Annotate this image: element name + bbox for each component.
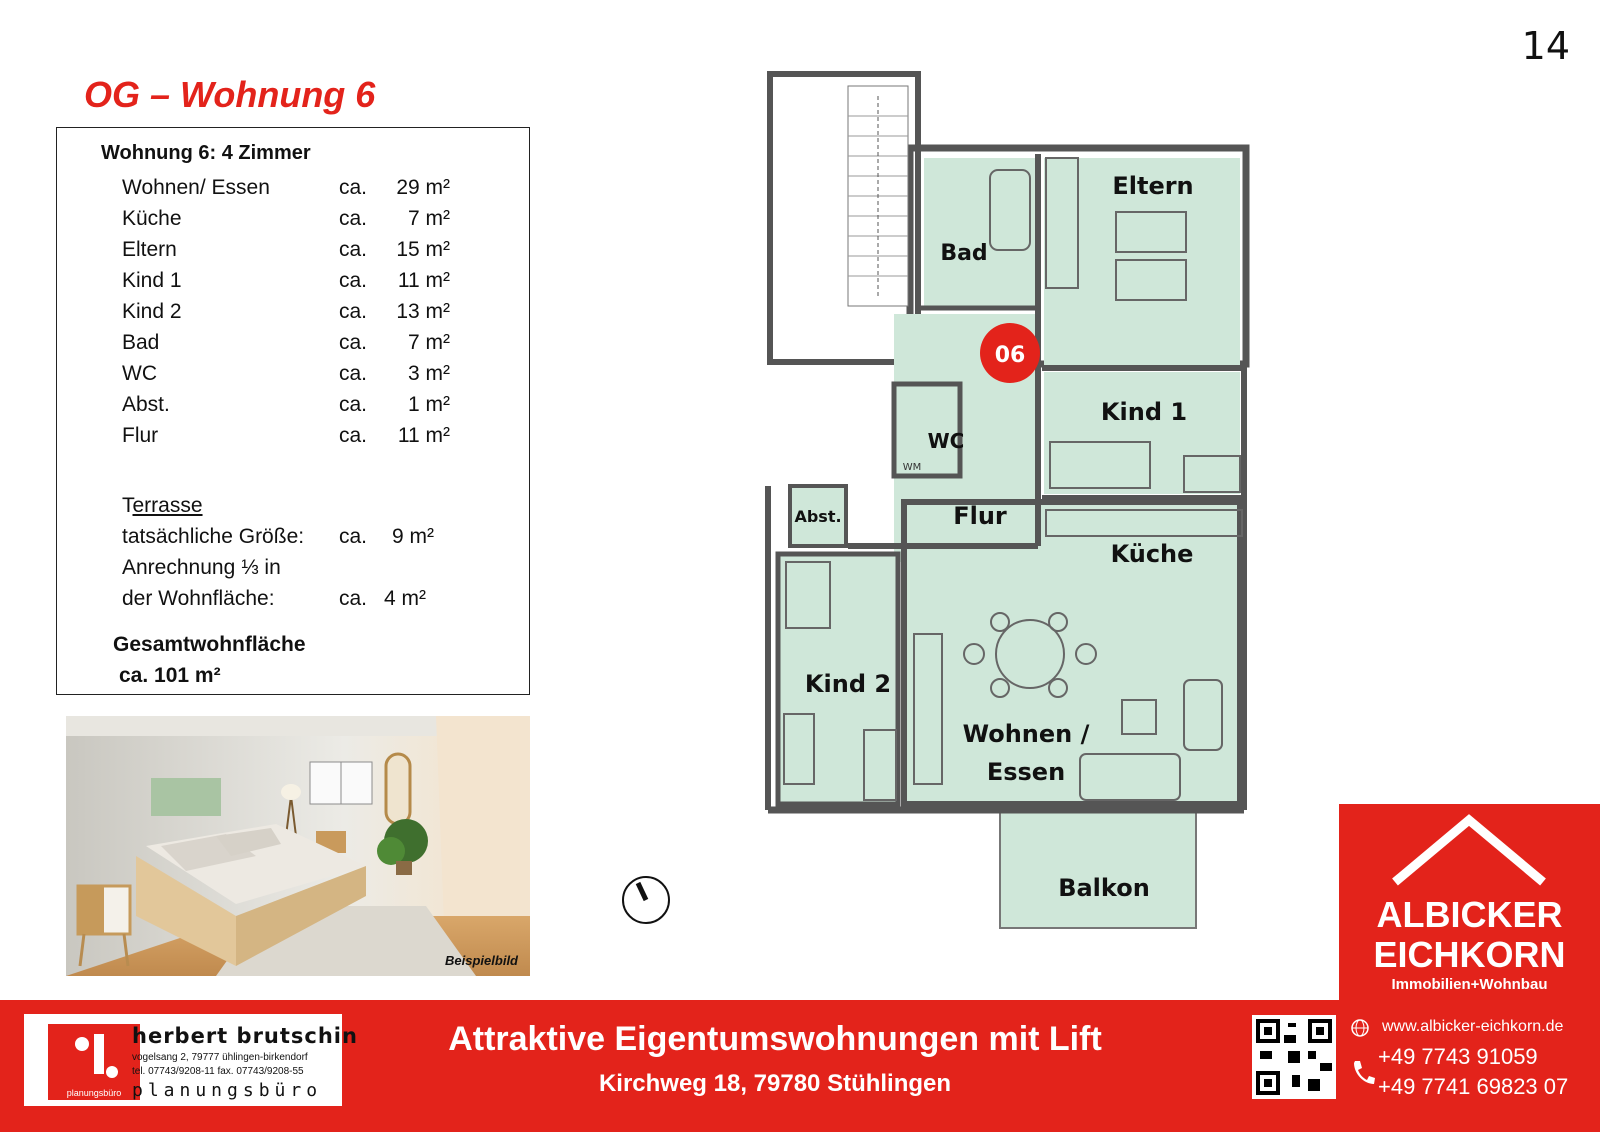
planner-word: planungsbüro	[132, 1080, 323, 1101]
total-area-label: Gesamtwohnfläche	[113, 633, 306, 656]
room-name: Bad	[122, 331, 160, 354]
room-ca: ca.	[339, 424, 368, 447]
label-essen: Essen	[986, 758, 1066, 786]
area-summary-box	[56, 127, 530, 695]
room-name: WC	[122, 362, 157, 385]
planungsbuero-mark	[48, 1024, 140, 1100]
terrace-title	[122, 494, 203, 518]
terrace-credit-size: 4 m²	[384, 587, 426, 610]
label-wc: WC	[927, 429, 965, 453]
albicker-eichkorn-logo	[1339, 804, 1600, 1006]
room-name: Wohnen/ Essen	[122, 176, 270, 199]
north-arrow-icon	[620, 874, 672, 926]
terrace-actual-ca: ca.	[339, 525, 368, 548]
qr-code-icon[interactable]	[1252, 1015, 1336, 1099]
planner-phone: tel. 07743/9208-11 fax. 07743/9208-55	[132, 1066, 304, 1077]
staircase	[848, 86, 908, 306]
footer-bar	[0, 1000, 1600, 1132]
planner-address: vogelsang 2, 79777 ühlingen-birkendorf	[132, 1052, 308, 1063]
room-balkon	[1000, 812, 1196, 928]
terrace-actual-size: 9 m²	[392, 525, 434, 548]
terrace-credit-ca: ca.	[339, 587, 368, 610]
label-kind1: Kind 1	[1100, 398, 1188, 426]
room-size: 1 m²	[408, 393, 450, 416]
room-size: 15 m²	[396, 238, 450, 261]
room-ca: ca.	[339, 269, 368, 292]
terrace-actual-label: tatsächliche Größe:	[122, 525, 305, 548]
room-name: Abst.	[122, 393, 170, 416]
label-kind2: Kind 2	[804, 670, 892, 698]
room-ca: ca.	[339, 300, 368, 323]
example-bedroom-photo	[66, 716, 530, 976]
logo-subline: Immobilien+Wohnbau	[1391, 976, 1548, 993]
floor-plan	[764, 66, 1304, 994]
logo-line1: ALBICKER	[1376, 894, 1563, 935]
bedroom-illustration	[66, 716, 530, 976]
label-abst: Abst.	[794, 507, 842, 526]
house-roof-icon	[1339, 804, 1600, 894]
room-size: 3 m²	[408, 362, 450, 385]
label-kueche: Küche	[1110, 540, 1194, 568]
room-size: 29 m²	[396, 176, 450, 199]
logo-line2: EICHKORN	[1373, 934, 1566, 975]
label-bad: Bad	[940, 241, 988, 266]
planner-mark-icon	[48, 1024, 140, 1086]
page-title: OG – Wohnung 6	[84, 74, 376, 115]
label-balkon: Balkon	[1058, 874, 1150, 902]
label-eltern: Eltern	[1112, 172, 1194, 200]
room-size: 11 m²	[397, 269, 450, 292]
website-link[interactable]: www.albicker-eichkorn.de	[1382, 1018, 1564, 1035]
planner-mark-text: planungsbüro	[66, 1088, 122, 1098]
area-heading: Wohnung 6: 4 Zimmer	[101, 142, 311, 164]
label-wohnen: Wohnen /	[962, 720, 1090, 748]
label-wm: WM	[902, 462, 922, 473]
page-number: 14	[1521, 24, 1570, 68]
terrace-credit-line1: Anrechnung ⅓ in	[122, 556, 281, 579]
phone-icon	[1350, 1058, 1376, 1088]
room-size: 11 m²	[397, 424, 450, 447]
room-ca: ca.	[339, 238, 368, 261]
globe-icon	[1350, 1018, 1370, 1038]
room-kind1	[1044, 372, 1240, 494]
room-size: 13 m²	[396, 300, 450, 323]
photo-caption: Beispielbild	[445, 953, 518, 968]
room-ca: ca.	[339, 362, 368, 385]
room-name: Kind 2	[122, 300, 182, 323]
room-name: Flur	[122, 424, 159, 447]
terrace-title-rest: errasse	[132, 494, 203, 517]
terrace-actual-row	[122, 525, 434, 549]
total-area-value: ca. 101 m²	[119, 664, 221, 687]
room-name: Eltern	[122, 238, 177, 261]
room-size: 7 m²	[408, 207, 450, 230]
room-name: Küche	[122, 207, 182, 230]
footer-address: Kirchweg 18, 79780 Stühlingen	[598, 1070, 952, 1097]
room-ca: ca.	[339, 176, 368, 199]
label-flur: Flur	[953, 502, 1007, 530]
room-name: Kind 1	[122, 269, 182, 292]
terrace-credit-label: der Wohnfläche:	[122, 587, 275, 610]
unit-badge-label: 06	[994, 343, 1026, 368]
terrace-credit-row	[122, 587, 426, 611]
room-ca: ca.	[339, 331, 368, 354]
room-size: 7 m²	[408, 331, 450, 354]
footer-headline: Attraktive Eigentumswohnungen mit Lift	[448, 1020, 1102, 1058]
phone-number-1[interactable]: +49 7743 91059	[1378, 1044, 1538, 1069]
room-bad	[924, 158, 1038, 308]
room-ca: ca.	[339, 207, 368, 230]
room-ca: ca.	[339, 393, 368, 416]
phone-number-2[interactable]: +49 7741 69823 07	[1378, 1074, 1569, 1099]
terrace-title-first: T	[122, 494, 133, 517]
planungsbuero-logo	[24, 1014, 358, 1106]
planner-name: herbert brutschin	[132, 1024, 358, 1048]
